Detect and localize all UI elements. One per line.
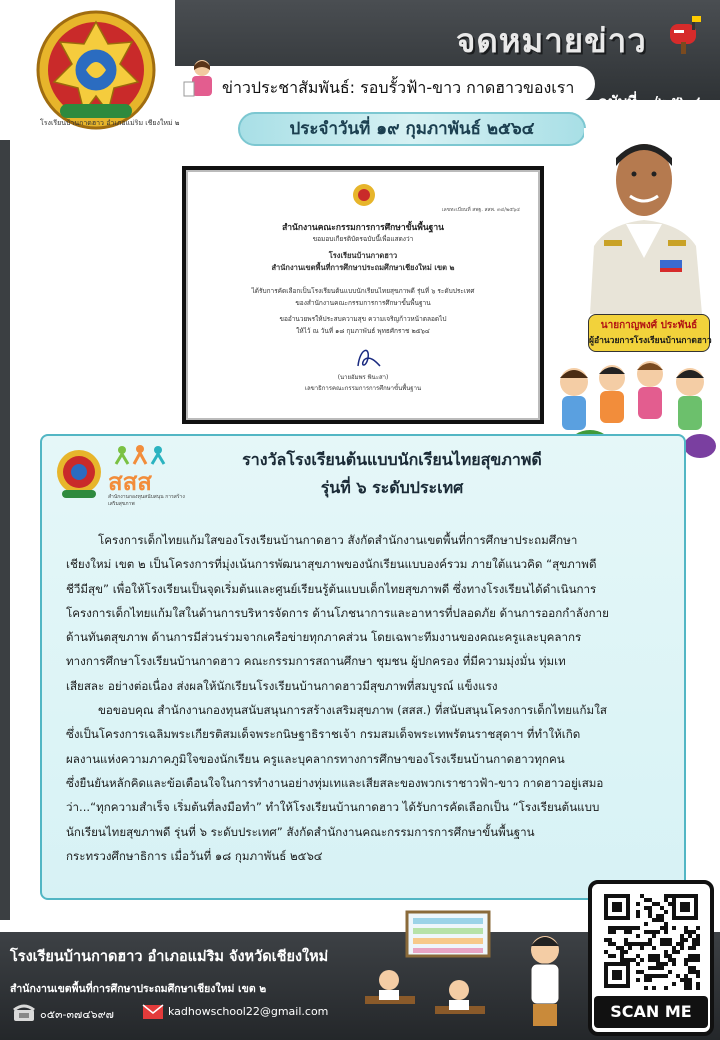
thaihealth-figures-icon bbox=[108, 444, 186, 466]
qr-module bbox=[648, 910, 652, 914]
qr-module bbox=[688, 966, 692, 970]
qr-module bbox=[604, 938, 608, 942]
footer-office-name: สำนักงานเขตพื้นที่การศึกษาประถมศึกษาเชียงใหม่ เขต ๒ bbox=[10, 983, 267, 995]
certificate bbox=[186, 170, 540, 420]
qr-module bbox=[644, 930, 648, 934]
qr-module bbox=[620, 950, 624, 954]
director-name: นายกาญพงศ์ ประพันธ์ bbox=[600, 320, 698, 331]
body-line: นักเรียนไทยสุขภาพดี รุ่นที่ ๖ ระดับประเทศ” สังกัดสำนักงานคณะกรรมการการศึกษาขั้นพื้นฐาน bbox=[66, 824, 535, 839]
mailbox-icon bbox=[666, 14, 702, 54]
qr-module bbox=[672, 958, 676, 962]
qr-module bbox=[692, 930, 696, 934]
qr-module bbox=[680, 934, 684, 938]
certificate-issuer: สำนักงานคณะกรรมการการศึกษาขั้นพื้นฐาน bbox=[282, 223, 444, 233]
qr-module bbox=[608, 942, 612, 946]
qr-module bbox=[632, 926, 636, 930]
qr-module bbox=[652, 986, 656, 990]
qr-module bbox=[696, 938, 700, 942]
qr-module bbox=[660, 918, 664, 922]
qr-module bbox=[656, 974, 660, 978]
certificate-given-date: ให้ไว้ ณ วันที่ ๑๘ กุมภาพันธ์ พุทธศักราช ๒๕๖๔ bbox=[296, 327, 430, 335]
certificate-signer: (นายอัมพร พินะสา) bbox=[337, 374, 389, 381]
qr-module bbox=[676, 950, 680, 954]
qr-module bbox=[636, 934, 640, 938]
certificate-ref: เลขทะเบียนที่ สพฐ. สสพ. ๓๔/๒๕๖๔ bbox=[441, 207, 520, 213]
qr-module bbox=[608, 938, 612, 942]
qr-module bbox=[616, 946, 620, 950]
qr-module bbox=[660, 962, 664, 966]
qr-module bbox=[664, 954, 668, 958]
qr-module bbox=[628, 946, 632, 950]
qr-module bbox=[692, 938, 696, 942]
qr-module bbox=[648, 978, 652, 982]
school-emblem-small bbox=[56, 446, 102, 502]
thaihealth-label: สสส bbox=[108, 468, 152, 496]
qr-module bbox=[680, 946, 684, 950]
qr-module bbox=[696, 954, 700, 958]
qr-module bbox=[620, 954, 624, 958]
body-line: ซึ่งยืนยันหลักคิดและข้อเตือนใจในการทำงานอย่างทุ่มเทและเสียสละของพวกเราชาวฟ้า-ขาว กาดฮาวอยู่เสมอ bbox=[66, 775, 604, 790]
qr-module bbox=[632, 958, 636, 962]
certificate-area: สำนักงานเขตพื้นที่การศึกษาประถมศึกษาเชียงใหม่ เขต ๒ bbox=[271, 263, 455, 272]
qr-module bbox=[656, 914, 660, 918]
qr-module bbox=[636, 962, 640, 966]
qr-module bbox=[636, 910, 640, 914]
qr-module bbox=[640, 946, 644, 950]
certificate-school: โรงเรียนบ้านกาดฮาว bbox=[328, 251, 398, 260]
qr-module bbox=[684, 962, 688, 966]
qr-module bbox=[676, 974, 680, 978]
qr-module bbox=[664, 926, 668, 930]
director-role: ผู้อำนวยการโรงเรียนบ้านกาดฮาว bbox=[589, 336, 712, 346]
qr-module bbox=[644, 974, 648, 978]
footer-school-name: โรงเรียนบ้านกาดฮาว อำเภอแม่ริม จังหวัดเชียงใหม่ bbox=[10, 949, 329, 965]
body-line: โครงการเด็กไทยแก้มใสในด้านการบริหารจัดการ ด้านโภชนาการและอาหารที่ปลอดภัย ด้านการออกกำลังกาย bbox=[66, 605, 609, 620]
qr-module bbox=[644, 898, 648, 902]
qr-module bbox=[688, 982, 692, 986]
qr-module bbox=[668, 938, 672, 942]
masthead-title: จดหมายข่าว bbox=[456, 21, 647, 60]
qr-module bbox=[648, 938, 652, 942]
qr-module bbox=[680, 938, 684, 942]
qr-module bbox=[620, 926, 624, 930]
qr-module bbox=[660, 966, 664, 970]
issue-date: ประจำวันที่ ๑๙ กุมภาพันธ์ ๒๕๖๔ bbox=[238, 112, 586, 146]
qr-module bbox=[636, 926, 640, 930]
qr-module bbox=[660, 938, 664, 942]
qr-module bbox=[664, 894, 668, 898]
qr-module bbox=[664, 938, 668, 942]
qr-module bbox=[612, 926, 616, 930]
qr-module bbox=[652, 934, 656, 938]
qr-module bbox=[608, 930, 612, 934]
qr-module bbox=[648, 958, 652, 962]
body-line: ซึ่งเป็นโครงการเฉลิมพระเกียรติสมเด็จพระกนิษฐาธิราชเจ้า กรมสมเด็จพระเทพรัตนราชสุดาฯ ที่ทำให้เกิด bbox=[66, 727, 581, 742]
qr-module bbox=[624, 942, 628, 946]
qr-module bbox=[664, 942, 668, 946]
qr-module bbox=[644, 942, 648, 946]
qr-module bbox=[604, 950, 608, 954]
pr-heading: ข่าวประชาสัมพันธ์: รอบรั้วฟ้า-ขาว กาดฮาวของเรา bbox=[222, 78, 575, 97]
qr-module bbox=[684, 938, 688, 942]
qr-module bbox=[668, 958, 672, 962]
qr-module bbox=[648, 942, 652, 946]
body-line: ด้านทันตสุขภาพ ด้านการมีส่วนร่วมจากเครือข่ายทุกภาคส่วน โดยเฉพาะทีมงานของคณะครูและบุคลากร bbox=[66, 630, 582, 645]
qr-module bbox=[660, 942, 664, 946]
qr-module bbox=[652, 974, 656, 978]
classroom-illustration bbox=[355, 910, 580, 1032]
qr-module bbox=[624, 958, 628, 962]
qr-module bbox=[656, 958, 660, 962]
qr-module bbox=[688, 986, 692, 990]
qr-module bbox=[648, 954, 652, 958]
thaihealth-logo bbox=[108, 444, 186, 507]
qr-module bbox=[636, 970, 640, 974]
qr-module bbox=[656, 954, 660, 958]
qr-module bbox=[648, 966, 652, 970]
body-line: กระทรวงศึกษาธิการ เมื่อวันที่ ๑๘ กุมภาพันธ์ ๒๕๖๔ bbox=[66, 848, 323, 863]
qr-module bbox=[664, 910, 668, 914]
qr-module bbox=[628, 942, 632, 946]
signature-mark bbox=[350, 344, 386, 372]
body-line: เชียงใหม่ เขต ๒ เป็นโครงการที่มุ่งเน้นการพัฒนาสุขภาพของนักเรียนแบบองค์รวม ภายใต้แนวคิด “สุขภาพดี bbox=[66, 557, 597, 572]
qr-module bbox=[692, 942, 696, 946]
qr-module bbox=[676, 942, 680, 946]
qr-module bbox=[664, 898, 668, 902]
qr-module bbox=[696, 958, 700, 962]
qr-module bbox=[624, 938, 628, 942]
qr-module bbox=[696, 986, 700, 990]
phone-icon bbox=[12, 1002, 36, 1022]
qr-module bbox=[684, 978, 688, 982]
qr-module bbox=[688, 958, 692, 962]
qr-module bbox=[656, 930, 660, 934]
qr-module bbox=[660, 906, 664, 910]
certificate-wish: ขออำนวยพรให้ประสบความสุข ความเจริญก้าวหน้าตลอดไป bbox=[279, 315, 447, 323]
article-panel bbox=[40, 434, 686, 900]
qr-module bbox=[688, 934, 692, 938]
qr-module bbox=[684, 982, 688, 986]
qr-module bbox=[684, 986, 688, 990]
qr-module bbox=[652, 946, 656, 950]
qr-module bbox=[664, 950, 668, 954]
qr-module bbox=[696, 926, 700, 930]
qr-module bbox=[628, 930, 632, 934]
body-line: ทางการศึกษาโรงเรียนบ้านกาดฮาว คณะกรรมการสถานศึกษา ชุมชน ผู้ปกครอง ที่มีความมุ่งมั่น ทุ่มเท bbox=[66, 654, 566, 669]
qr-module bbox=[672, 950, 676, 954]
qr-module bbox=[620, 958, 624, 962]
certificate-emblem-icon bbox=[352, 182, 376, 208]
certificate-signer-title: เลขาธิการคณะกรรมการการศึกษาขั้นพื้นฐาน bbox=[304, 385, 422, 392]
qr-module bbox=[660, 974, 664, 978]
qr-module bbox=[636, 942, 640, 946]
qr-module bbox=[656, 966, 660, 970]
qr-module bbox=[640, 958, 644, 962]
qr-module bbox=[608, 954, 612, 958]
qr-module bbox=[656, 918, 660, 922]
qr-module bbox=[640, 970, 644, 974]
qr-module bbox=[644, 922, 648, 926]
qr-module bbox=[660, 914, 664, 918]
footer-phone[interactable]: ๐๕๓-๓๗๔๖๙๗ bbox=[40, 1008, 114, 1021]
qr-module bbox=[644, 986, 648, 990]
article-body bbox=[66, 528, 674, 868]
body-line: ขอขอบคุณ สำนักงานกองทุนสนับสนุนการสร้างเสริมสุขภาพ (สสส.) ที่สนับสนุนโครงการเด็กไทยแก้มใส bbox=[98, 703, 607, 718]
qr-module bbox=[640, 894, 644, 898]
qr-module bbox=[688, 970, 692, 974]
certificate-award: ได้รับการคัดเลือกเป็นโรงเรียนต้นแบบนักเรียนไทยสุขภาพดี รุ่นที่ ๖ ระดับประเทศ bbox=[251, 287, 475, 295]
qr-module bbox=[652, 966, 656, 970]
qr-module bbox=[608, 926, 612, 930]
qr-module bbox=[668, 902, 672, 906]
qr-module bbox=[648, 974, 652, 978]
article-title: รางวัลโรงเรียนต้นแบบนักเรียนไทยสุขภาพดี bbox=[242, 450, 542, 469]
qr-code-card[interactable] bbox=[588, 880, 714, 1036]
article-subtitle: รุ่นที่ ๖ ระดับประเทศ bbox=[320, 478, 464, 497]
director-photo bbox=[584, 128, 706, 314]
qr-module bbox=[648, 914, 652, 918]
left-stripe bbox=[0, 140, 10, 920]
qr-module bbox=[672, 926, 676, 930]
issue-number: ฉบับที่ ๓/๒๕๖๔ bbox=[598, 93, 701, 111]
qr-module bbox=[644, 906, 648, 910]
qr-module bbox=[660, 926, 664, 930]
qr-module bbox=[688, 978, 692, 982]
qr-module bbox=[664, 986, 668, 990]
qr-module bbox=[652, 902, 656, 906]
qr-module bbox=[656, 962, 660, 966]
qr-module bbox=[696, 942, 700, 946]
qr-module bbox=[664, 962, 668, 966]
qr-module bbox=[624, 930, 628, 934]
qr-module bbox=[628, 958, 632, 962]
qr-module bbox=[668, 894, 672, 898]
qr-module bbox=[688, 930, 692, 934]
qr-module bbox=[636, 902, 640, 906]
mail-icon bbox=[142, 1002, 164, 1022]
certificate-award-by: ของสำนักงานคณะกรรมการการศึกษาขั้นพื้นฐาน bbox=[295, 299, 431, 307]
qr-module bbox=[688, 946, 692, 950]
qr-module bbox=[668, 942, 672, 946]
qr-module bbox=[636, 978, 640, 982]
qr-module bbox=[616, 926, 620, 930]
qr-module bbox=[624, 950, 628, 954]
qr-module bbox=[696, 982, 700, 986]
qr-module bbox=[668, 954, 672, 958]
qr-module bbox=[692, 946, 696, 950]
qr-module bbox=[692, 970, 696, 974]
qr-module bbox=[680, 942, 684, 946]
qr-module bbox=[692, 958, 696, 962]
qr-module bbox=[636, 914, 640, 918]
qr-module bbox=[656, 902, 660, 906]
qr-module bbox=[696, 970, 700, 974]
qr-module bbox=[624, 926, 628, 930]
qr-module bbox=[672, 982, 676, 986]
qr-module bbox=[684, 958, 688, 962]
qr-module bbox=[648, 930, 652, 934]
qr-module bbox=[688, 954, 692, 958]
qr-module bbox=[612, 930, 616, 934]
thaihealth-caption: สำนักงานกองทุนสนับสนุน การสร้างเสริมสุขภาพ bbox=[108, 494, 185, 507]
qr-module bbox=[620, 946, 624, 950]
qr-module bbox=[612, 942, 616, 946]
qr-module bbox=[648, 898, 652, 902]
teacher-icon bbox=[184, 58, 220, 100]
qr-module bbox=[664, 922, 668, 926]
logo-caption: โรงเรียนบ้านกาดฮาว อำเภอแม่ริม เชียงใหม่ ๒ bbox=[40, 119, 180, 127]
qr-module bbox=[684, 930, 688, 934]
body-line: เสียสละ อย่างต่อเนื่อง ส่งผลให้นักเรียนโรงเรียนบ้านกาดฮาวมีสุขภาพที่สมบูรณ์ แข็งแรง bbox=[66, 678, 498, 693]
qr-module bbox=[636, 954, 640, 958]
scan-me-label: SCAN ME bbox=[594, 996, 708, 1028]
qr-module bbox=[664, 974, 668, 978]
qr-module bbox=[692, 954, 696, 958]
body-line: ผลงานแห่งความภาคภูมิใจของนักเรียน ครูและบุคลากรทางการศึกษาของโรงเรียนบ้านกาดฮาวทุกคน bbox=[66, 751, 565, 766]
qr-module bbox=[692, 966, 696, 970]
qr-code[interactable] bbox=[602, 892, 700, 990]
qr-module bbox=[648, 906, 652, 910]
footer-email[interactable]: kadhowschool22@gmail.com bbox=[168, 1005, 329, 1018]
qr-module bbox=[696, 934, 700, 938]
qr-module bbox=[680, 978, 684, 982]
qr-module bbox=[632, 942, 636, 946]
qr-module bbox=[684, 926, 688, 930]
body-line: ชีวีมีสุข” เพื่อให้โรงเรียนเป็นจุดเริ่มต้นและศูนย์เรียนรู้ต้นแบบเด็กไทยสุขภาพดี ซึ่งทางโรงเรียนได้ดำเนินการ bbox=[66, 581, 597, 596]
qr-module bbox=[652, 930, 656, 934]
qr-module bbox=[652, 958, 656, 962]
qr-module bbox=[652, 918, 656, 922]
qr-module bbox=[628, 926, 632, 930]
qr-module bbox=[644, 978, 648, 982]
qr-module bbox=[664, 930, 668, 934]
qr-module bbox=[672, 962, 676, 966]
school-emblem-logo bbox=[34, 8, 180, 132]
qr-module bbox=[696, 974, 700, 978]
certificate-frame bbox=[182, 166, 544, 424]
body-line: โครงการเด็กไทยแก้มใสของโรงเรียนบ้านกาดฮาว สังกัดสำนักงานเขตพื้นที่การศึกษาประถมศึกษา bbox=[98, 533, 578, 547]
qr-module bbox=[684, 974, 688, 978]
director-nameplate bbox=[588, 314, 710, 352]
qr-module bbox=[672, 946, 676, 950]
qr-module bbox=[668, 970, 672, 974]
qr-module bbox=[652, 954, 656, 958]
qr-module bbox=[640, 942, 644, 946]
body-line: ว่า...“ทุกความสำเร็จ เริ่มต้นที่ลงมือทำ” ทำให้โรงเรียนบ้านกาดฮาว ได้รับการคัดเลือกเป็น “โรงเรียนต้นแบบ bbox=[66, 800, 600, 815]
qr-module bbox=[612, 954, 616, 958]
certificate-intro: ขอมอบเกียรติบัตรฉบับนี้เพื่อแสดงว่า bbox=[312, 235, 414, 243]
